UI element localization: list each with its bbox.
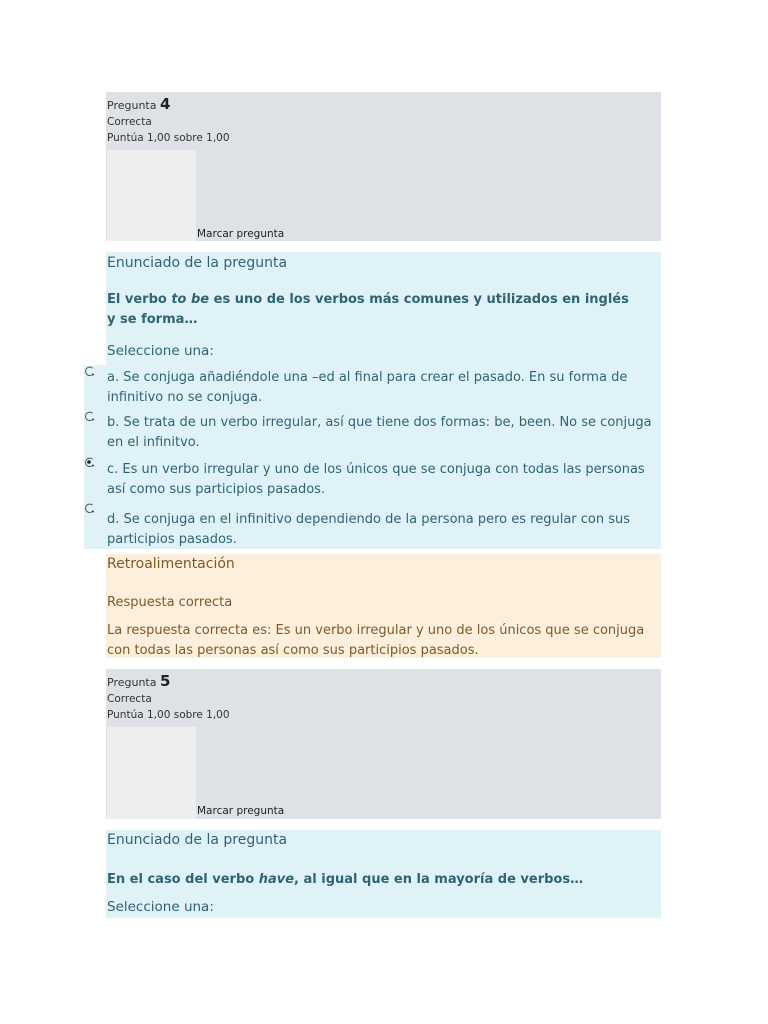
- qtext-part: , al igual que en la mayoría de verbos…: [294, 872, 584, 887]
- qtext-part: es uno de los verbos más comunes y utilizados en inglés y se forma…: [107, 292, 629, 327]
- answer-option-b[interactable]: b. Se trata de un verbo irregular, así que tiene dos formas: be, been. No se conjuga en el infinitvo.: [107, 415, 652, 450]
- flag-question-4-link[interactable]: Marcar pregunta: [197, 228, 285, 240]
- question-5-text: [107, 870, 637, 890]
- question-4-formulation: [106, 252, 661, 549]
- answer-option-d[interactable]: d. Se conjuga en el infinitivo dependiendo de la persona pero es regular con sus participios pasados.: [107, 512, 631, 547]
- question-4-title: [107, 95, 170, 113]
- qtext-emphasis: to be: [171, 292, 210, 307]
- question-4-heading: Enunciado de la pregunta: [107, 255, 288, 271]
- question-5-flag-area: [107, 727, 196, 819]
- radio-empty-icon[interactable]: [84, 411, 95, 422]
- question-5-prompt: Seleccione una:: [107, 899, 214, 915]
- answer-option-c[interactable]: c. Es un verbo irregular y uno de los únicos que se conjuga con todas las personas así como sus participios pasados.: [107, 462, 645, 497]
- qtext-emphasis: have: [258, 872, 295, 887]
- question-4-prompt: Seleccione una:: [107, 343, 214, 359]
- question-4-feedback: [106, 554, 661, 658]
- question-4-grade: Puntúa 1,00 sobre 1,00: [107, 132, 230, 144]
- question-5-state: Correcta: [107, 693, 152, 705]
- question-label: Pregunta: [107, 676, 157, 689]
- question-5-info: [106, 669, 661, 819]
- qtext-part: En el caso del verbo: [107, 872, 259, 887]
- qtext-part: El verbo: [107, 292, 172, 307]
- answer-option-a[interactable]: a. Se conjuga añadiéndole una –ed al final para crear el pasado. En su forma de infinitivo no se conjuga.: [107, 370, 628, 405]
- question-number: 4: [159, 95, 171, 113]
- feedback-state: Respuesta correcta: [107, 595, 233, 610]
- radio-empty-icon[interactable]: [84, 503, 95, 514]
- feedback-heading: Retroalimentación: [107, 556, 235, 572]
- question-5-heading: Enunciado de la pregunta: [107, 832, 288, 848]
- question-number: 5: [159, 672, 171, 690]
- question-4-flag-area: [107, 150, 196, 241]
- question-5-grade: Puntúa 1,00 sobre 1,00: [107, 709, 230, 721]
- question-5-formulation: [106, 830, 661, 918]
- question-4-text: [107, 290, 637, 330]
- question-label: Pregunta: [107, 99, 157, 112]
- radio-checked-icon[interactable]: [84, 457, 95, 468]
- question-4-state: Correcta: [107, 116, 152, 128]
- question-4-info: [106, 92, 661, 241]
- radio-empty-icon[interactable]: [84, 366, 95, 377]
- feedback-right-answer: La respuesta correcta es: Es un verbo irregular y uno de los únicos que se conjuga con todas las personas así como sus participios pasados.: [107, 623, 645, 658]
- flag-question-5-link[interactable]: Marcar pregunta: [197, 805, 285, 817]
- question-5-title: [107, 672, 170, 690]
